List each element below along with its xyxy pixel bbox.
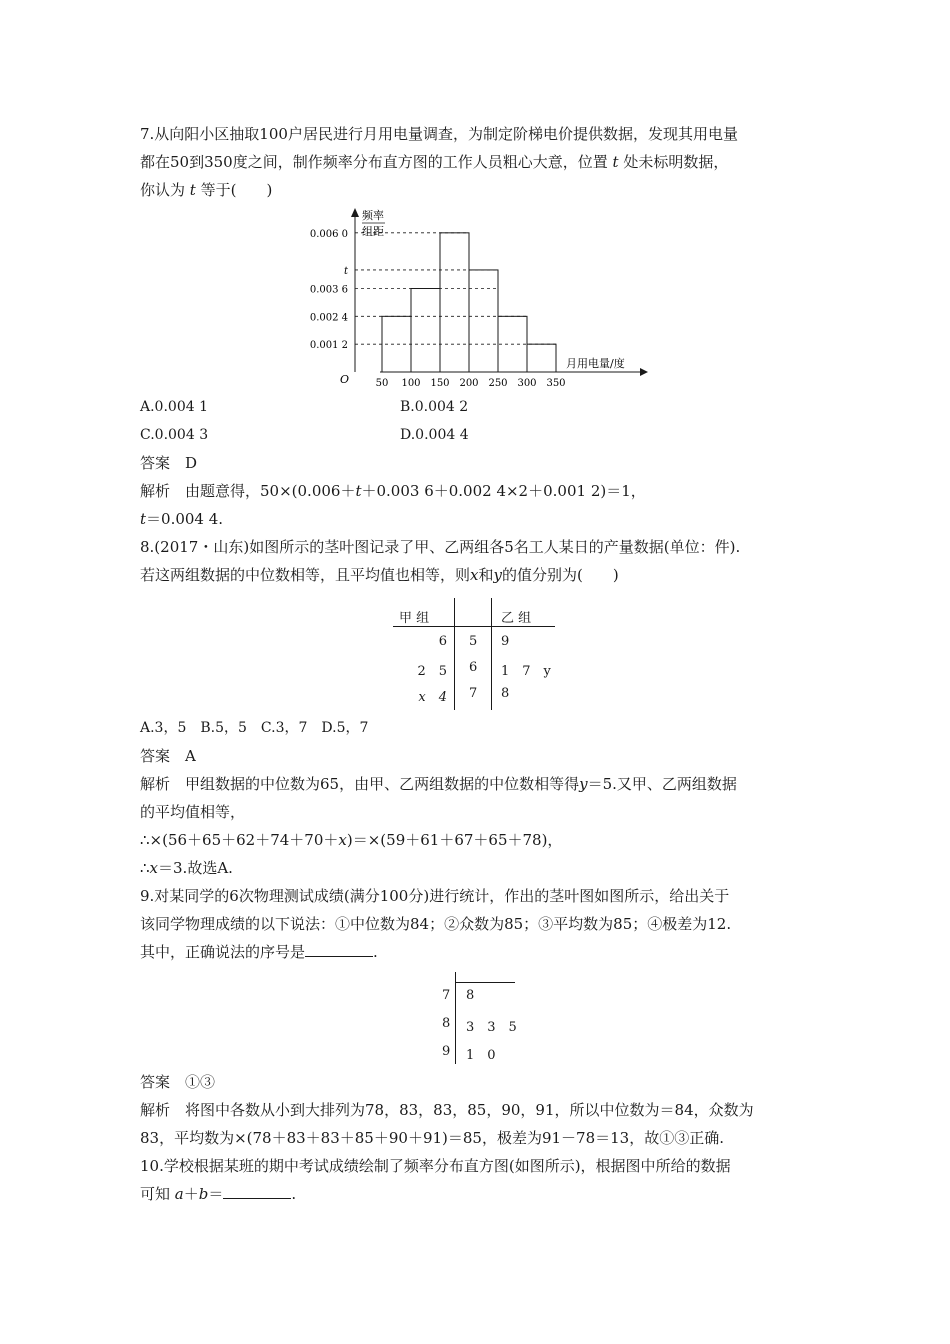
- y-tick-label: 0.006 0: [309, 228, 348, 240]
- table-right-divider: [491, 598, 492, 710]
- q7-text-line3: 你认为 t 等于( ): [140, 181, 273, 199]
- q7-histogram: [300, 205, 650, 395]
- q8-text-line1: 8.(2017・山东)如图所示的茎叶图记录了甲、乙两组各5名工人某日的产量数据(单位：件).: [140, 538, 741, 556]
- q8-analysis-line4: ∴x＝3.故选A.: [140, 859, 233, 877]
- q8-analysis-line1: 解析 甲组数据的中位数为65，由甲、乙两组数据的中位数相等得y＝5.又甲、乙两组数据: [140, 775, 737, 793]
- right-leaves-row-1: 9: [501, 634, 510, 649]
- histogram-bar-200-250: [469, 270, 498, 372]
- leaves-row-3: 1 0: [466, 1048, 496, 1063]
- q7-option-a[interactable]: A.0.004 1: [140, 399, 208, 415]
- q9-answer: 答案 ①③: [140, 1073, 216, 1091]
- x-axis-arrow: [640, 368, 648, 376]
- x-axis-label: 月用电量/度: [566, 357, 625, 370]
- q8-analysis-line2: 的平均值相等，: [140, 803, 246, 821]
- y-label-bottom: 组距: [362, 225, 384, 238]
- leaves-row-1: 8: [466, 988, 475, 1003]
- right-leaves-row-2: 1 7 y: [501, 664, 551, 679]
- stem-row-1: 5: [469, 634, 478, 649]
- y-tick-label: 0.002 4: [309, 312, 348, 324]
- q8-text-line2: 若这两组数据的中位数相等，且平均值也相等，则x和y的值分别为( ): [140, 566, 619, 584]
- y-tick-label: 0.003 6: [309, 284, 348, 296]
- left-leaves-row-3: x 4: [418, 690, 447, 705]
- q9-analysis-line2: 83，平均数为×(78＋83＋83＋85＋90＋91)＝85，极差为91－78＝13，故①③正确.: [140, 1129, 724, 1147]
- x-tick-label: 350: [546, 378, 566, 389]
- q7-result: t＝0.004 4.: [140, 510, 224, 528]
- stem-row-2: 8: [442, 1016, 451, 1031]
- y-tick-label: t: [343, 265, 348, 277]
- y-tick-label: 0.001 2: [309, 340, 348, 352]
- q9-text-line2: 该同学物理成绩的以下说法：①中位数为84；②众数为85；③平均数为85；④极差为12.: [140, 915, 732, 933]
- x-tick-label: 200: [459, 378, 479, 389]
- q7-text-line1: 7.从向阳小区抽取100户居民进行月用电量调查，为制定阶梯电价提供数据，发现其用电量: [140, 125, 738, 143]
- q9-stem-leaf-table: [430, 972, 520, 1064]
- q7-analysis: 解析 由题意得，50×(0.006＋t＋0.003 6＋0.002 4×2＋0.001 2)＝1，: [140, 482, 646, 500]
- x-tick-label: 50: [375, 378, 389, 389]
- y-axis-arrow: [351, 208, 359, 217]
- x-tick-label: 300: [517, 378, 537, 389]
- left-leaves-row-1: 6: [438, 634, 447, 649]
- x-tick-label: 150: [430, 378, 450, 389]
- histogram-bar-150-200: [440, 233, 469, 372]
- stem-row-3: 7: [469, 686, 478, 701]
- q8-answer: 答案 A: [140, 747, 196, 765]
- origin-label: O: [340, 373, 350, 386]
- q7-answer: 答案 D: [140, 454, 198, 472]
- q10-text-line1: 10.学校根据某班的期中考试成绩绘制了频率分布直方图(如图所示)，根据图中所给的数据: [140, 1157, 731, 1175]
- right-group-header: 乙 组: [501, 611, 532, 626]
- histogram-bar-100-150: [411, 289, 440, 373]
- table-left-divider: [454, 598, 455, 710]
- left-group-header: 甲 组: [399, 611, 430, 626]
- left-leaves-row-2: 2 5: [417, 664, 447, 679]
- x-tick-label: 100: [401, 378, 421, 389]
- q8-stem-leaf-table: [393, 598, 555, 710]
- q9-answer-blank[interactable]: [305, 942, 373, 957]
- stem-row-1: 7: [442, 988, 451, 1003]
- leaves-row-2: 3 3 5: [466, 1020, 517, 1035]
- q9-text-line1: 9.对某同学的6次物理测试成绩(满分100分)进行统计，作出的茎叶图如图所示，给出关于: [140, 887, 730, 905]
- table-top-rule: [455, 982, 515, 983]
- q10-answer-blank[interactable]: [223, 1184, 291, 1199]
- y-label-top: 频率: [362, 209, 384, 222]
- stem-row-3: 9: [442, 1044, 451, 1059]
- q9-analysis-line1: 解析 将图中各数从小到大排列为78，83，83，85，90，91，所以中位数为＝84，众数为: [140, 1101, 754, 1119]
- q9-text-line3: 其中，正确说法的序号是 .: [140, 943, 378, 961]
- q7-option-d[interactable]: D.0.004 4: [400, 427, 469, 443]
- q8-options[interactable]: A.3，5 B.5，5 C.3，7 D.5，7: [140, 720, 369, 736]
- x-tick-label: 250: [488, 378, 508, 389]
- q7-option-c[interactable]: C.0.004 3: [140, 427, 209, 443]
- q10-text-line2: 可知 a＋b＝ .: [140, 1185, 297, 1203]
- histogram-bar-300-350: [527, 344, 556, 372]
- table-stem-divider: [455, 972, 456, 1064]
- stem-row-2: 6: [469, 660, 478, 675]
- q7-option-b[interactable]: B.0.004 2: [400, 399, 469, 415]
- table-header-rule: [393, 626, 555, 627]
- q8-analysis-line3: ∴×(56＋65＋62＋74＋70＋x)＝×(59＋61＋67＋65＋78)，: [140, 831, 563, 849]
- right-leaves-row-3: 8: [501, 686, 510, 701]
- q7-text-line2: 都在50到350度之间，制作频率分布直方图的工作人员粗心大意，位置 t 处未标明数据，: [140, 153, 729, 171]
